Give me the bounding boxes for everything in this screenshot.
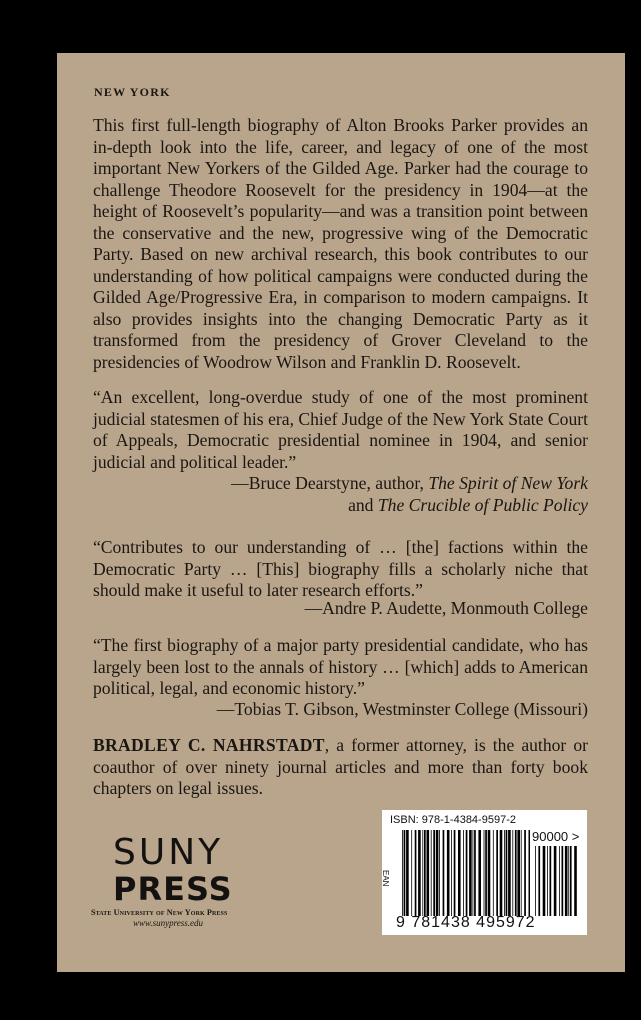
barcode-stripe [515, 830, 517, 916]
barcode-stripe [454, 830, 456, 916]
author-bio-text: , a former attorney, is the author or coauthor of over ninety journal articles and more than forty book chapters on legal issues. [93, 735, 588, 798]
barcode-stripe [543, 846, 546, 916]
barcode-stripe [521, 830, 522, 916]
barcode-stripe [415, 830, 417, 916]
publisher-url: www.sunypress.edu [133, 918, 204, 928]
barcode-stripe [524, 830, 526, 916]
barcode-stripe [529, 830, 531, 916]
barcode-stripe [466, 830, 468, 916]
barcode-stripe [431, 830, 432, 916]
barcode-stripe [484, 830, 485, 916]
barcode-stripe [574, 846, 577, 916]
barcode-stripe [535, 846, 536, 916]
barcode-stripe [559, 846, 560, 916]
barcode-stripe [485, 830, 487, 916]
barcode-stripe [500, 830, 503, 916]
barcode-stripe [433, 830, 435, 916]
barcode-stripe [550, 846, 552, 916]
attribution-prefix: —Bruce Dearstyne, author, [231, 473, 429, 493]
barcode-stripe [506, 830, 508, 916]
barcode-stripe [447, 830, 450, 916]
back-cover [57, 53, 625, 972]
book-title-1: The Spirit of New York [428, 473, 588, 493]
barcode-stripe [570, 846, 572, 916]
barcode-stripe [469, 830, 472, 916]
barcode-stripe [458, 830, 461, 916]
publisher-logo [91, 834, 261, 928]
endorsement-quote-2: “Contributes to our understanding of … [the] factions within the Democratic Party … [This] biography fills a scholarly niche that should make it useful to later research efforts.” [93, 537, 588, 600]
barcode-stripe [554, 846, 557, 916]
isbn-digits: 9 781438 495972 [396, 914, 536, 931]
barcode-stripe [422, 830, 423, 916]
category-label: NEW YORK [94, 85, 171, 99]
logo-suny: SUNY [113, 832, 224, 873]
book-title-2: The Crucible of Public Policy [377, 494, 588, 515]
barcode-bars [402, 830, 530, 916]
ean-label: EAN [381, 870, 390, 887]
barcode-stripe [436, 830, 439, 916]
barcode-stripe [404, 830, 406, 916]
barcode-stripe [493, 830, 494, 916]
publisher-name: State University of New York Press [91, 908, 228, 917]
barcode-stripe [406, 830, 409, 916]
barcode-stripe [538, 846, 540, 916]
endorsement-attribution-2: —Andre P. Audette, Monmouth College [304, 598, 588, 618]
barcode-stripe [411, 830, 412, 916]
barcode-stripe [443, 830, 445, 916]
isbn-barcode [382, 810, 587, 935]
barcode-stripe [562, 846, 564, 916]
barcode-stripe [504, 830, 505, 916]
barcode-stripe [451, 830, 452, 916]
barcode-stripe [473, 830, 474, 916]
logo-press: PRESS [113, 870, 233, 908]
endorsement-quote-1: “An excellent, long-overdue study of one of the most prominent judicial statesmen of his era, Chief Judge of the New York State Court of Appeals, Democratic presidential nominee in 1904, and senior judicial and political leader.” [93, 387, 588, 472]
book-description: This first full-length biography of Alton Brooks Parker provides an in-depth look into the life, career, and legacy of one of the most important New Yorkers of the Gilded Age. Parker had the courage to challenge Theodore Roosevelt for the presidency in 1904—at the height of Roosevelt’s popularity—and was a transition point between the conservative and the new, progressive wing of the Democratic Party. Based on new archival research, this book contributes to our understanding of how political campaigns were conducted during the Gilded Age/Progressive Era, in comparison to modern campaigns. It also provides insights into the changing Democratic Party as it transformed from the presidency of Grover Cleveland to the presidencies of Woodrow Wilson and Franklin D. Roosevelt. [93, 115, 588, 372]
barcode-stripe [478, 830, 481, 916]
barcode-stripe [568, 846, 569, 916]
barcode-stripe [547, 846, 548, 916]
endorsement-attribution-1 [231, 473, 588, 516]
barcode-addon-bars [535, 846, 577, 916]
barcode-stripe [418, 830, 421, 916]
author-name: BRADLEY C. NAHRSTADT [93, 735, 325, 755]
endorsement-quote-3: “The first biography of a major party presidential candidate, who has largely been lost to the annals of history … [which] adds to American political, legal, and economic history.” [93, 635, 588, 698]
attribution-join: and [348, 494, 378, 515]
endorsement-attribution-3: —Tobias T. Gibson, Westminster College (Missouri) [216, 699, 588, 719]
barcode-stripe [463, 830, 464, 916]
isbn-label: ISBN: 978-1-4384-9597-2 [390, 814, 516, 826]
barcode-stripe [402, 830, 403, 916]
barcode-stripe [565, 846, 568, 916]
barcode-stripe [488, 830, 491, 916]
barcode-stripe [427, 830, 430, 916]
barcode-stripe [496, 830, 498, 916]
barcode-stripe [508, 830, 511, 916]
barcode-stripe [517, 830, 520, 916]
barcode-addon: 90000 > [532, 829, 580, 844]
barcode-stripe [512, 830, 513, 916]
barcode-stripe [439, 830, 440, 916]
barcode-stripe [424, 830, 426, 916]
author-bio [93, 735, 588, 800]
barcode-stripe [474, 830, 476, 916]
